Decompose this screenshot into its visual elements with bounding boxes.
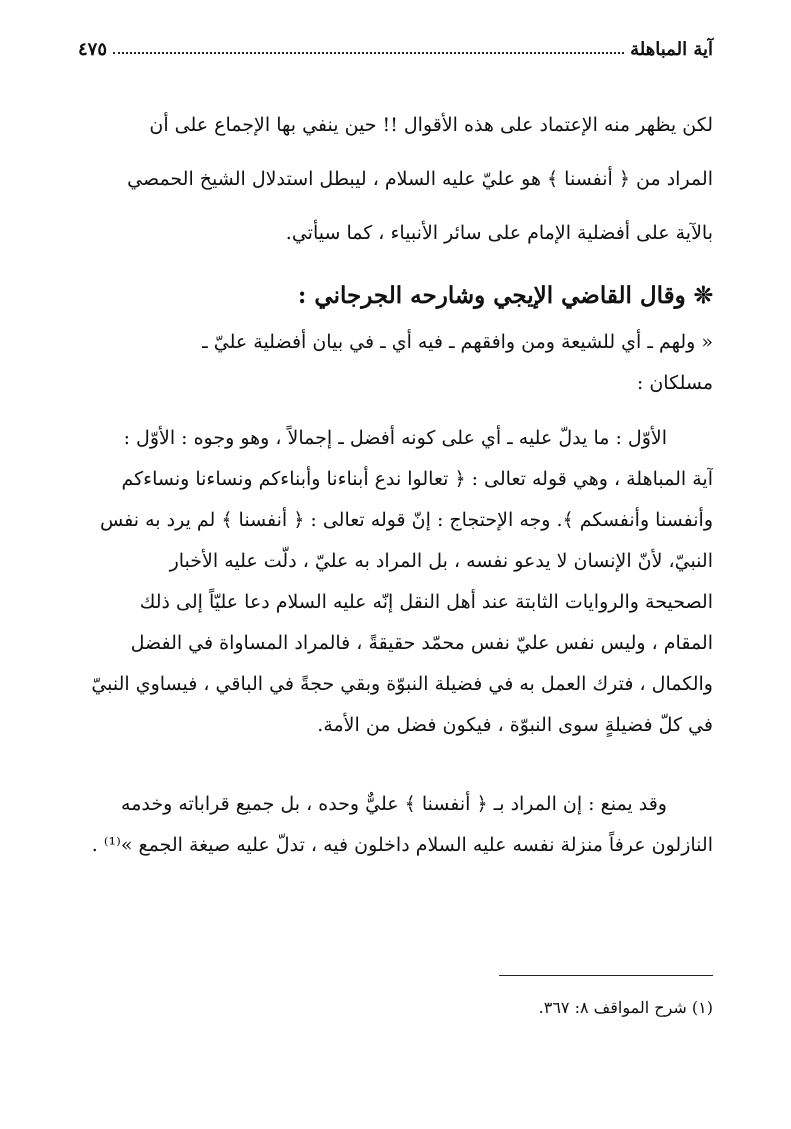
paragraph-line: في كلّ فضيلةٍ سوى النبوّة ، فيكون فضل من الأمة. [317,714,713,736]
paragraph-line: مسلكان : [636,372,713,394]
section-heading: ❊ وقال القاضي الإيجي وشارحه الجرجاني : [297,282,713,309]
footnote: (١) شرح المواقف ٨: ٣٦٧. [538,998,713,1017]
paragraph-line: الأوّل : ما يدلّ عليه ـ أي على كونه أفضل ـ إجمالاً ، وهو وجوه : الأوّل : [123,427,667,449]
paragraph-line: النازلون عرفاً منزلة نفسه عليه السلام داخلون فيه ، تدلّ عليه صيغة الجمع »⁽¹⁾ . [91,834,713,856]
paragraph-line: لكن يظهر منه الإعتماد على هذه الأقوال !! حين ينفي بها الإجماع على أن [149,114,713,136]
footnote-separator [499,975,713,976]
main-paragraph [78,418,713,746]
paragraph-line: وقد يمنع : إن المراد بـ ﴿ أنفسنا ﴾ عليٌّ وحده ، بل جميع قراباته وخدمه [121,793,667,815]
header-dotted-leader [113,52,624,54]
paragraph-line: بالآية على أفضلية الإمام على سائر الأنبياء ، كما سيأتي. [285,222,713,244]
paragraph-line: آية المباهلة ، وهي قوله تعالى : ﴿ تعالوا ندع أبناءنا وأبناءكم ونساءنا ونساءكم [121,468,713,490]
page-number: ٤٧٥ [78,39,108,60]
running-header [78,30,713,60]
quote-paragraph [78,322,713,404]
paragraph-line: النبيّ، لأنّ الإنسان لا يدعو نفسه ، بل المراد به عليّ ، دلّت عليه الأخبار [169,550,713,572]
paragraph-line: المقام ، وليس نفس عليّ نفس محمّد حقيقةً ، فالمراد المساواة في الفضل [130,632,713,654]
paragraph-line: المراد من ﴿ أنفسنا ﴾ هو عليّ عليه السلام ، ليبطل استدلال الشيخ الحمصي [127,168,713,190]
paragraph-line: وأنفسنا وأنفسكم ﴾. وجه الإحتجاج : إنّ قوله تعالى : ﴿ أنفسنا ﴾ لم يرد به نفس [99,509,713,531]
intro-paragraph [78,98,713,260]
closing-paragraph [78,784,713,866]
paragraph-line: والكمال ، فترك العمل به في فضيلة النبوّة وبقي حجةً في الباقي ، فيساوي النبيّ [91,673,713,695]
paragraph-line: « ولهم ـ أي للشيعة ومن وافقهم ـ فيه أي ـ في بيان أفضلية عليّ ـ [202,331,713,353]
paragraph-line: الصحيحة والروايات الثابتة عند أهل النقل إنّه عليه السلام دعا عليّاً إلى ذلك [139,591,713,613]
running-header-title: آية المباهلة [630,39,713,60]
